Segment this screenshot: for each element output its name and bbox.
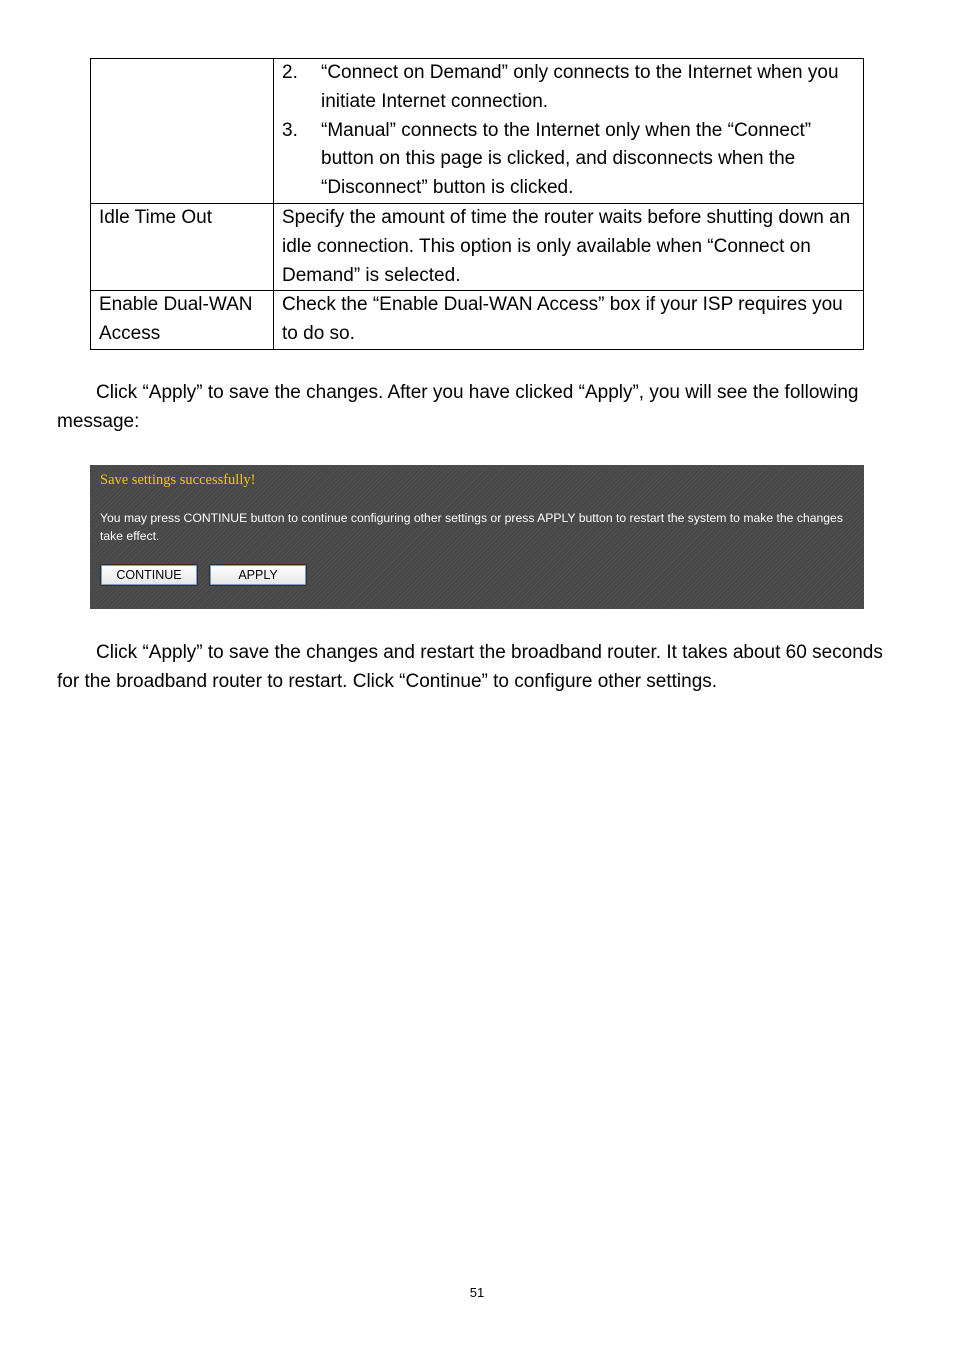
list-number: 3. <box>282 119 298 141</box>
connection-mode-list <box>282 59 855 203</box>
dialog-title: Save settings successfully! <box>100 472 256 488</box>
setting-name-cell: Idle Time Out <box>91 203 274 290</box>
list-item <box>282 117 855 203</box>
instruction-paragraph: Click “Apply” to save the changes and restart the broadband router. It takes about 60 seconds for the broadband router to restart. Click “Continue” to configure other settings. <box>57 642 883 692</box>
continue-button[interactable]: CONTINUE <box>100 564 198 586</box>
table-row <box>91 291 864 350</box>
list-item-text: “Connect on Demand” only connects to the Internet when you initiate Internet connection. <box>321 62 839 112</box>
instruction-paragraph: Click “Apply” to save the changes. After you have clicked “Apply”, you will see the following message: <box>57 382 859 432</box>
setting-description-cell <box>274 59 864 204</box>
list-item-text: “Manual” connects to the Internet only when the “Connect” button on this page is clicked, and disconnects when the “Disconnect” button is clicked. <box>321 119 812 199</box>
setting-description-cell: Check the “Enable Dual-WAN Access” box if your ISP requires you to do so. <box>274 291 864 350</box>
dialog-message: You may press CONTINUE button to continue configuring other settings or press APPLY button to restart the system to make the changes take effect. <box>100 511 843 543</box>
setting-name-cell <box>91 59 274 204</box>
setting-description-cell: Specify the amount of time the router waits before shutting down an idle connection. This option is only available when “Connect on Demand” is selected. <box>274 203 864 290</box>
setting-name-cell: Enable Dual-WAN Access <box>91 291 274 350</box>
list-item <box>282 59 855 117</box>
list-number: 2. <box>282 62 298 83</box>
page-number: 51 <box>469 1285 485 1300</box>
apply-button[interactable]: APPLY <box>209 564 307 586</box>
settings-table <box>90 58 864 350</box>
save-success-dialog <box>90 465 864 609</box>
table-row <box>91 203 864 290</box>
table-row <box>91 59 864 204</box>
